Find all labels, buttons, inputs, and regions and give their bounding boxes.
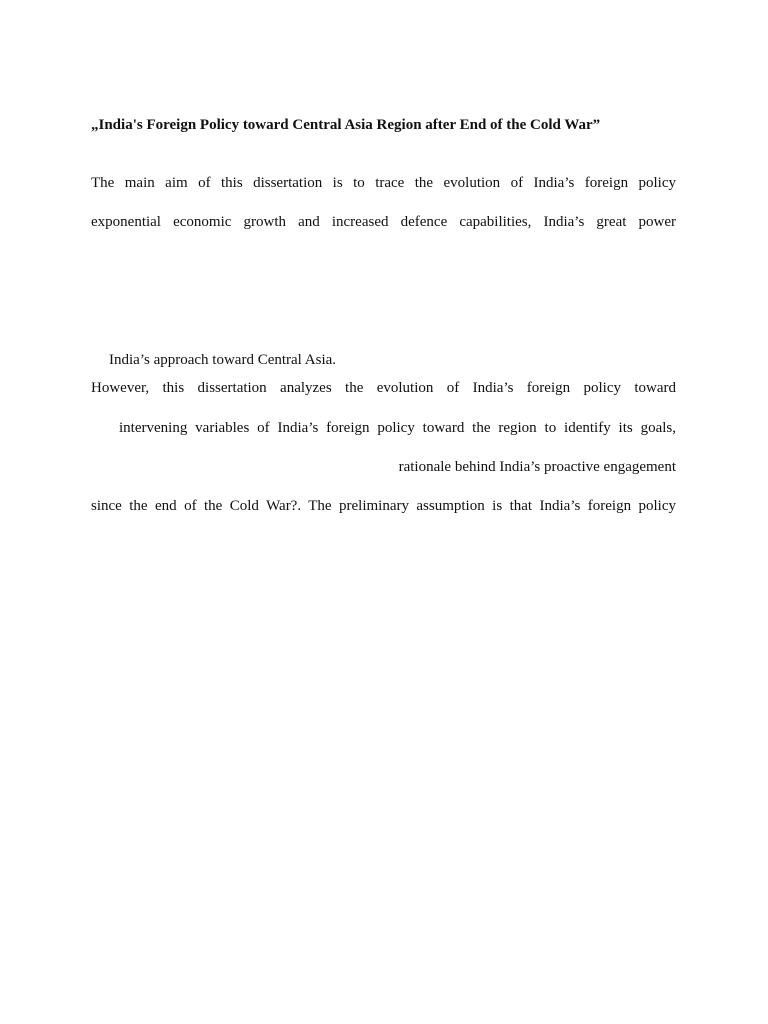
text-line: since the end of the Cold War?. The preliminary assumption is that India’s foreign policy (91, 498, 676, 514)
text-line: exponential economic growth and increased defence capabilities, India’s great power (91, 214, 676, 230)
text-line: However, this dissertation analyzes the evolution of India’s foreign policy toward (91, 380, 676, 396)
text-line: India’s approach toward Central Asia. (109, 352, 337, 368)
text-line: intervening variables of India’s foreign policy toward the region to identify its goals, (119, 420, 676, 436)
document-title: „India's Foreign Policy toward Central Asia Region after End of the Cold War” (91, 117, 601, 133)
text-line: rationale behind India’s proactive engagement (398, 459, 676, 475)
text-line: The main aim of this dissertation is to trace the evolution of India’s foreign policy (91, 175, 676, 191)
